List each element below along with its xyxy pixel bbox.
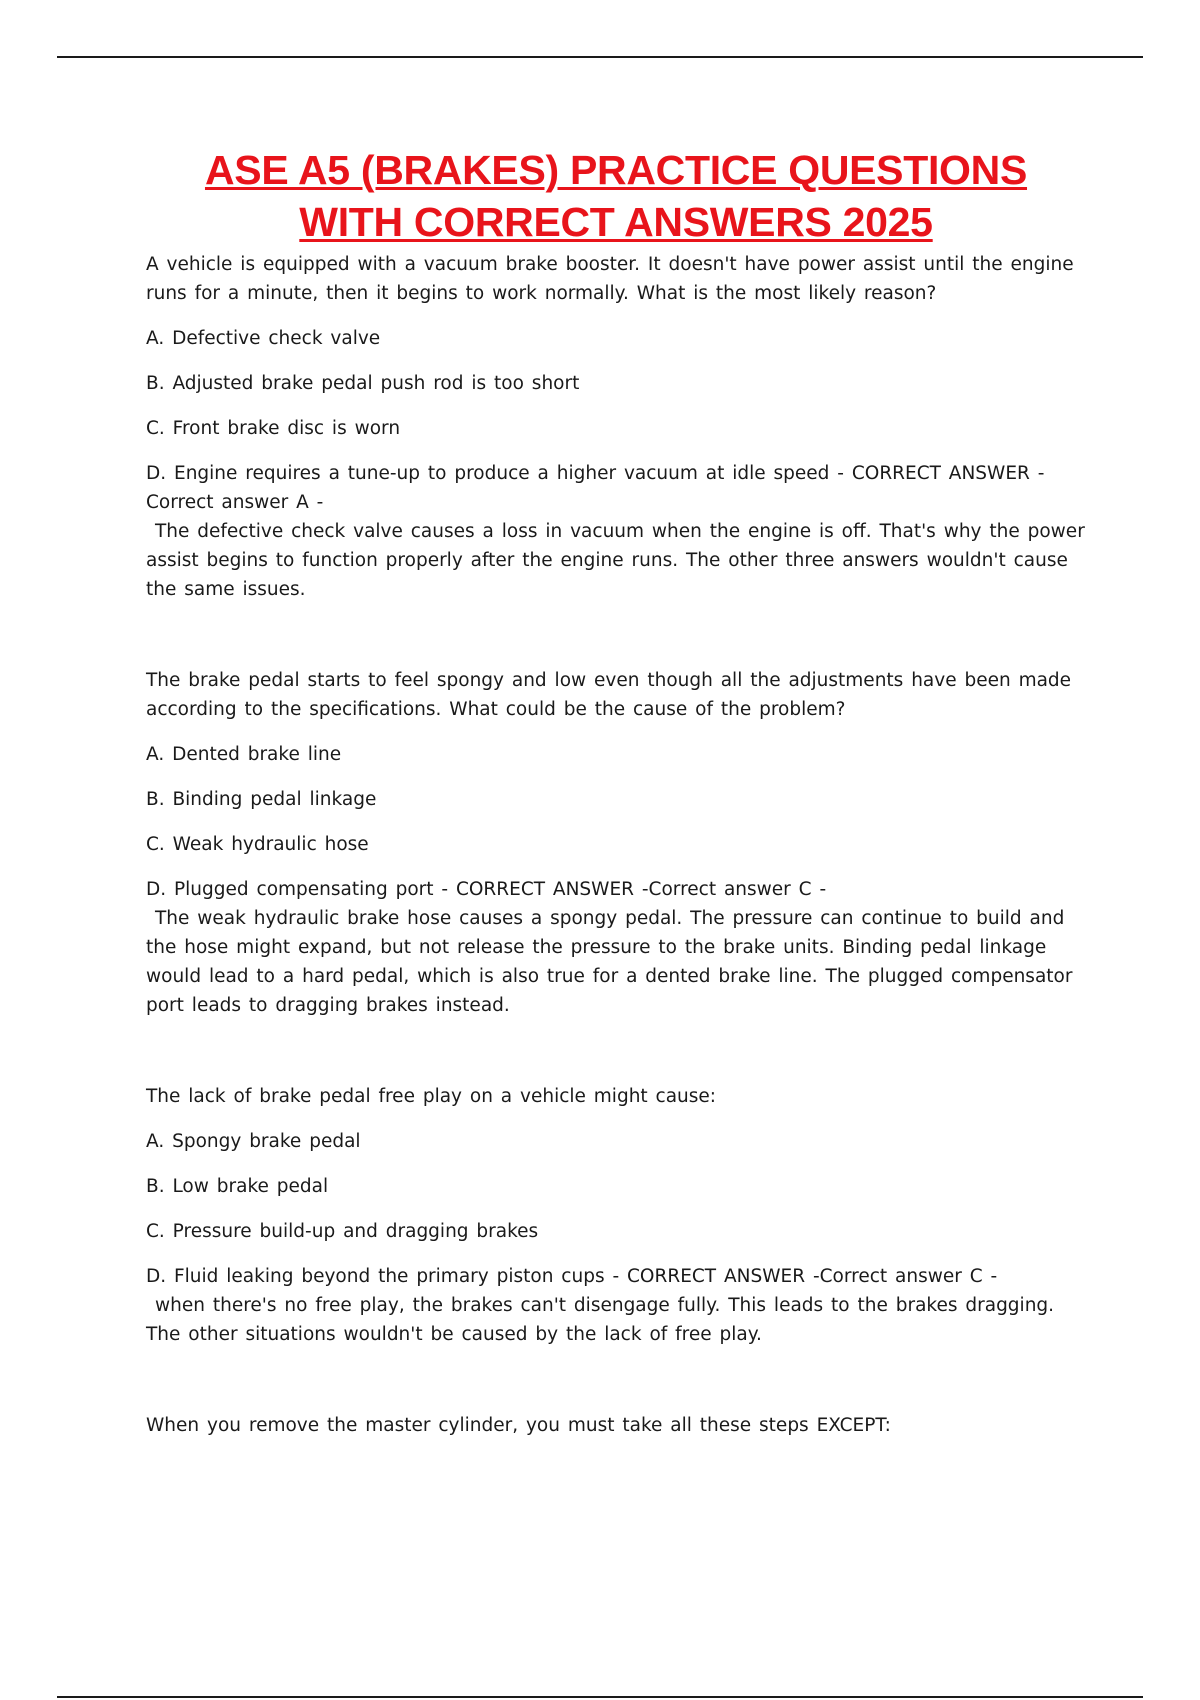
option-a: A. Spongy brake pedal — [146, 1131, 361, 1152]
option-d: D. Plugged compensating port - CORRECT ANSWER -Correct answer C - — [146, 879, 827, 900]
answer-explanation: The weak hydraulic brake hose causes a spongy pedal. The pressure can continue to build and the hose might expand, but not release the pressure to the brake units. Binding pedal linkage would lead to a hard pedal, which is also true for a dented brake line. The plugged compensator port leads to dragging brakes instead. — [146, 908, 1073, 1016]
spacer — [146, 604, 1086, 664]
answer-explanation: when there's no free play, the brakes can't disengage fully. This leads to the brakes dragging. The other situations wouldn't be caused by the lack of free play. — [146, 1295, 1055, 1345]
title-line-2: WITH CORRECT ANSWERS 2025 — [299, 199, 933, 245]
document-title — [146, 144, 1086, 248]
question-1 — [146, 250, 1086, 604]
question-3 — [146, 1082, 1086, 1349]
question-text: The brake pedal starts to feel spongy and low even though all the adjustments have been made according to the specifications. What could be the cause of the problem? — [146, 670, 1072, 720]
option-c: C. Weak hydraulic hose — [146, 834, 369, 855]
answer-explanation: The defective check valve causes a loss in vacuum when the engine is off. That's why the power assist begins to function properly after the engine runs. The other three answers wouldn't cause the same issues. — [146, 521, 1085, 600]
option-a: A. Dented brake line — [146, 744, 342, 765]
option-b: B. Binding pedal linkage — [146, 789, 377, 810]
spacer — [146, 1349, 1086, 1409]
question-text: The lack of brake pedal free play on a vehicle might cause: — [146, 1086, 717, 1107]
option-c: C. Pressure build-up and dragging brakes — [146, 1221, 539, 1242]
document-body — [146, 144, 1086, 1440]
option-d: D. Fluid leaking beyond the primary piston cups - CORRECT ANSWER -Correct answer C - — [146, 1266, 998, 1287]
option-b: B. Adjusted brake pedal push rod is too short — [146, 373, 580, 394]
question-text: When you remove the master cylinder, you must take all these steps EXCEPT: — [146, 1415, 891, 1436]
question-2 — [146, 666, 1086, 1020]
top-rule — [57, 56, 1143, 58]
spacer — [146, 1020, 1086, 1080]
option-a: A. Defective check valve — [146, 328, 381, 349]
question-4 — [146, 1411, 1086, 1440]
bottom-rule — [57, 1696, 1143, 1698]
option-c: C. Front brake disc is worn — [146, 418, 401, 439]
title-line-1: ASE A5 (BRAKES) PRACTICE QUESTIONS — [204, 147, 1028, 193]
option-b: B. Low brake pedal — [146, 1176, 329, 1197]
question-text: A vehicle is equipped with a vacuum brake booster. It doesn't have power assist until the engine runs for a minute, then it begins to work normally. What is the most likely reason? — [146, 254, 1074, 304]
option-d: D. Engine requires a tune-up to produce a higher vacuum at idle speed - CORRECT ANSWER -Correct answer A - — [146, 463, 1045, 513]
